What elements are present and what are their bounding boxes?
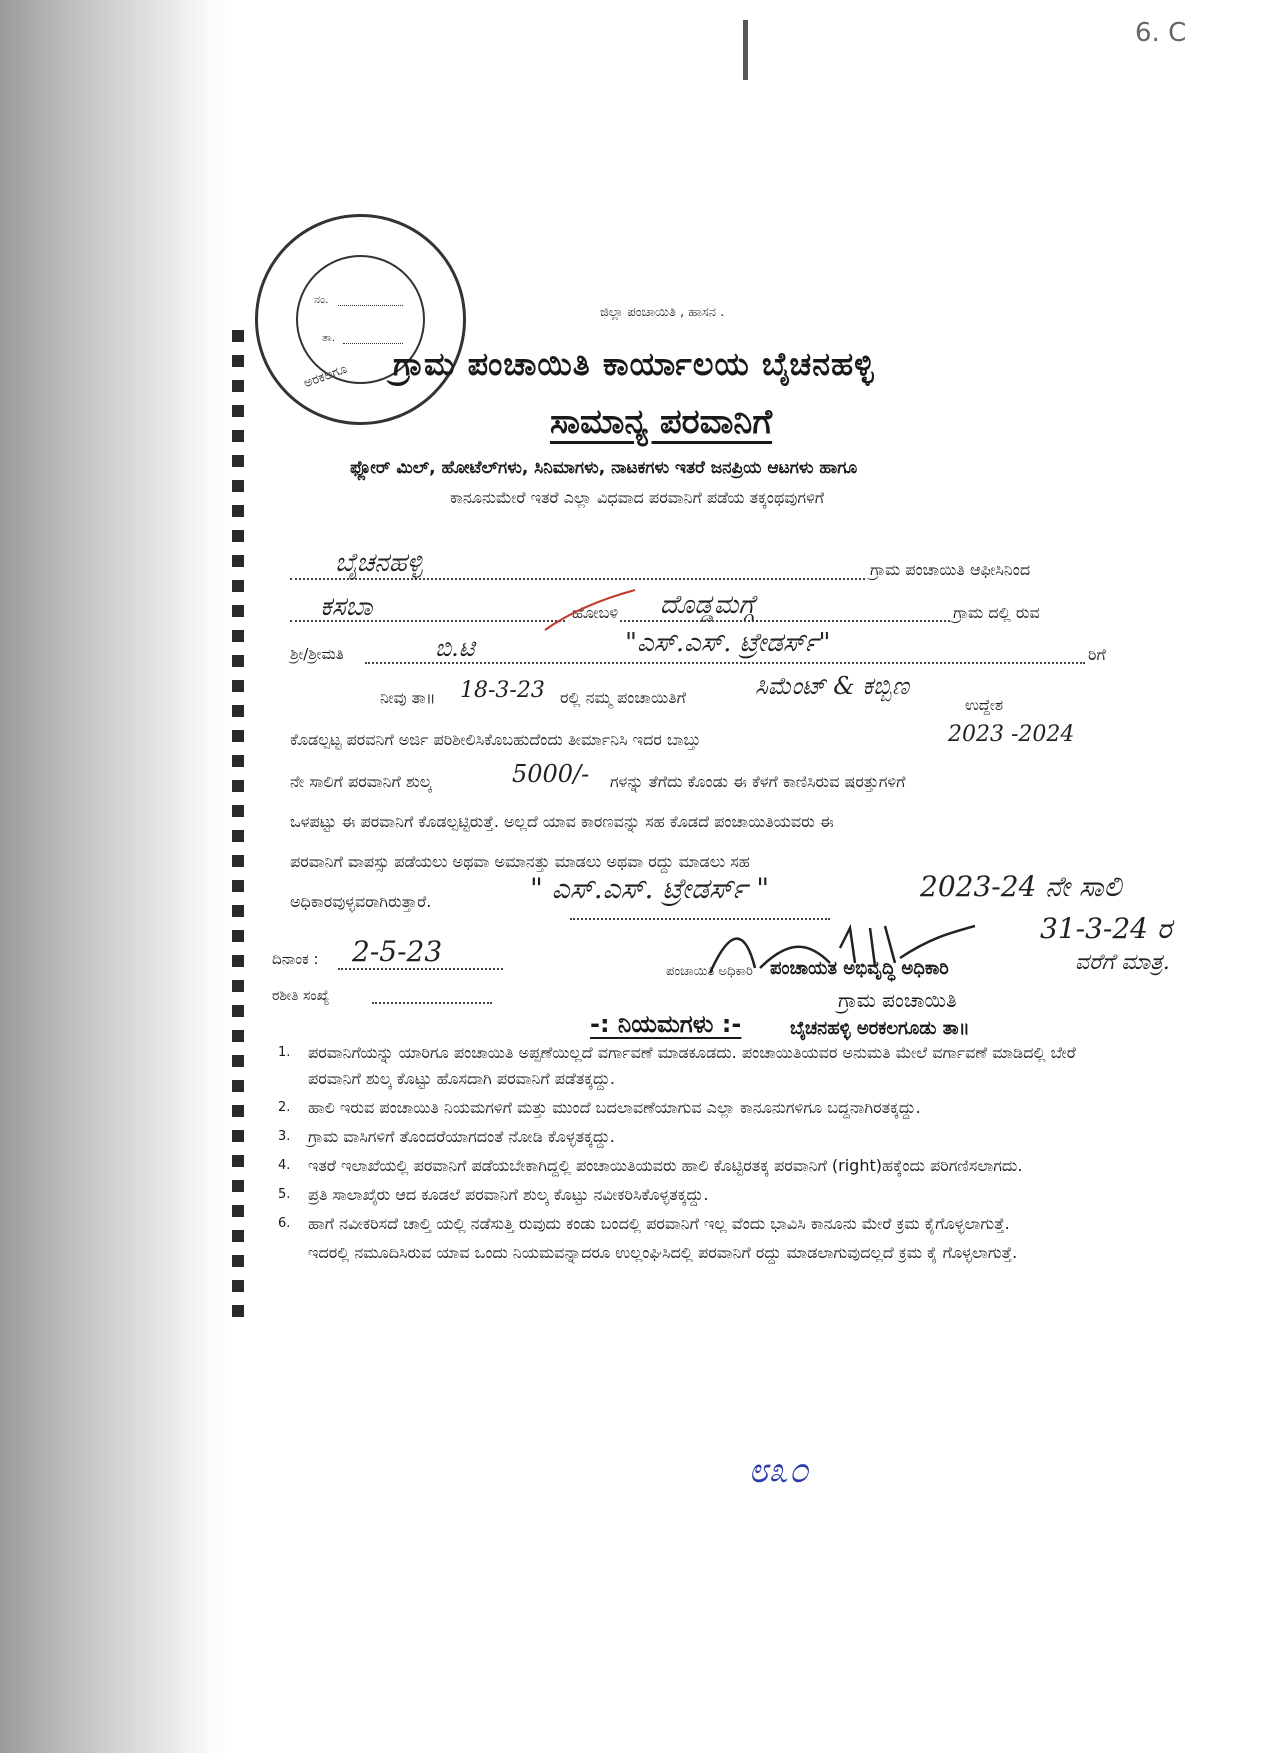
district-label: ಜಿಲ್ಲಾ ಪಂಚಾಯಿತಿ , ಹಾಸನ . xyxy=(600,305,725,320)
binding-hole xyxy=(232,930,244,942)
binding-hole xyxy=(232,830,244,842)
rule-text: ಇದರಲ್ಲಿ ನಮೂದಿಸಿರುವ ಯಾವ ಒಂದು ನಿಯಮವನ್ನಾದರೂ ಉಲ್ಲಂಘಿಸಿದಲ್ಲಿ ಪರವಾನಿಗೆ ರದ್ದು ಮಾಡಲಾಗುವುದಲ್ಲದೆ ಕ್ರಮ ಕೈ ಗೊಳ್ಳಲಾಗುತ್ತೆ. xyxy=(308,1243,1018,1262)
page-number-hand: ೮೩೦ xyxy=(748,1450,809,1491)
officer-role-printed: ಪಂಚಾಯಿತಿ ಅಧಿಕಾರಿ xyxy=(666,964,753,979)
line3-name-hand-a: ಬಿ.ಟಿ xyxy=(435,634,475,662)
binding-hole xyxy=(232,380,244,392)
binding-hole xyxy=(232,605,244,617)
line5-printed: ಕೊಡಲ್ಪಟ್ಟ ಪರವನಿಗೆ ಅರ್ಜಿ ಪರಿಶೀಲಿಸಿಕೊಬಹುದೆಂದು ತೀರ್ಮಾನಿಸಿ ಇದರ ಬಾಬ್ತು xyxy=(290,730,701,749)
binding-hole xyxy=(232,705,244,717)
line5-year-hand: 2023 -2024 xyxy=(948,722,1075,747)
binding-hole xyxy=(232,530,244,542)
binding-holes xyxy=(232,330,246,1370)
line2-village-hand: ದೊಡ್ಡಮಗ್ಗೆ xyxy=(660,590,756,620)
line2-printed-a: ಹೋಬಳಿ xyxy=(572,603,619,622)
line4-printed-b: ರಲ್ಲಿ ನಮ್ಮ ಪಂಚಾಯಿತಿಗೆ xyxy=(560,688,686,707)
line6-printed-b: ಗಳನ್ನು ತೆಗೆದು ಕೊಂಡು ಈ ಕೆಳಗೆ ಕಾಣಿಸಿರುವ ಷರತ್ತುಗಳಿಗೆ xyxy=(610,772,906,791)
rule-text: ಪರವಾನಿಗೆಯನ್ನು ಯಾರಿಗೂ ಪಂಚಾಯಿತಿ ಅಪ್ಪಣೆಯಿಲ್ಲದೆ ವರ್ಗಾವಣೆ ಮಾಡಕೂಡದು. ಪಂಚಾಯಿತಿಯವರ ಅನುಮತಿ ಮೇಲೆ ವರ್ಗಾವಣೆ ಮಾಡಿದಲ್ಲಿ ಬೇರೆ ಪರವಾನಿಗೆ ಶುಲ್ಕ ಕೊಟ್ಟು ಹೊಸದಾಗಿ ಪರವಾನಿಗೆ ಪಡೆತಕ್ಕದ್ದು. xyxy=(308,1043,1076,1088)
rule-text: ಪ್ರತಿ ಸಾಲಾಖೈರು ಆದ ಕೂಡಲೆ ಪರವಾನಿಗೆ ಶುಲ್ಕ ಕೊಟ್ಟು ನವೀಕರಿಸಿಕೊಳ್ಳತಕ್ಕದ್ದು. xyxy=(308,1185,709,1204)
rule-number: 4. xyxy=(278,1158,291,1173)
line1-village-hand: ಬೈಚನಹಳ್ಳಿ xyxy=(335,548,423,578)
binding-hole xyxy=(232,580,244,592)
binding-hole xyxy=(232,805,244,817)
date-value-hand: 2-5-23 xyxy=(352,935,443,968)
seal-location: ಬೈಚನಹಳ್ಳಿ ಅರಕಲಗೂಡು ತಾ॥ xyxy=(790,1018,970,1039)
binding-hole xyxy=(232,1030,244,1042)
seal-date-dots xyxy=(343,343,403,344)
line1-printed: ಗ್ರಾಮ ಪಂಚಾಯಿತಿ ಆಫೀಸಿನಿಂದ xyxy=(870,560,1031,579)
rule-text: ಹಾಲಿ ಇರುವ ಪಂಚಾಯಿತಿ ನಿಯಮಗಳಿಗೆ ಮತ್ತು ಮುಂದೆ ಬದಲಾವಣೆಯಾಗುವ ಎಲ್ಲಾ ಕಾನೂನುಗಳಿಗೂ ಬದ್ದನಾಗಿರತಕ್ಕದ್ದು. xyxy=(308,1098,921,1117)
line4-date-hand: 18-3-23 xyxy=(460,678,545,703)
office-seal-stamp xyxy=(255,214,466,425)
binding-hole xyxy=(232,1230,244,1242)
binding-hole xyxy=(232,1305,244,1317)
line3-name-hand-b: "ಎಸ್.ಎಸ್. ಟ್ರೇಡರ್ಸ್" xyxy=(625,628,831,658)
line4-purpose-hand: ಸಿಮೆಂಟ್ & ಕಬ್ಬಿಣ xyxy=(755,672,909,700)
rule-item xyxy=(278,1211,1098,1237)
binding-hole xyxy=(232,780,244,792)
rule-item xyxy=(278,1240,1098,1266)
binding-hole xyxy=(232,855,244,867)
subtitle-line-1: ಫ್ಲೋರ್ ಮಿಲ್, ಹೋಟೆಲ್‌ಗಳು, ಸಿನಿಮಾಗಳು, ನಾಟಕಗಳು ಇತರೆ ಜನಪ್ರಿಯ ಆಟಗಳು ಹಾಗೂ xyxy=(350,458,858,478)
binding-hole xyxy=(232,1080,244,1092)
rule-text: ಗ್ರಾಮ ವಾಸಿಗಳಿಗೆ ತೊಂದರೆಯಾಗದಂತೆ ನೋಡಿ ಕೊಳ್ಳತಕ್ಕದ್ದು. xyxy=(308,1127,615,1146)
rule-number: 5. xyxy=(278,1187,291,1202)
rule-item xyxy=(278,1182,1098,1208)
office-heading: ಗ್ರಾಮ ಪಂಚಾಯಿತಿ ಕಾರ್ಯಾಲಯ ಬೈಚನಹಳ್ಳಿ xyxy=(393,345,875,383)
validity-hand-a: 31-3-24 ರ xyxy=(1040,912,1172,945)
binding-hole xyxy=(232,1155,244,1167)
binding-hole xyxy=(232,730,244,742)
seal-number-label: ನಂ. xyxy=(314,293,329,306)
binding-hole xyxy=(232,505,244,517)
rule-number: 6. xyxy=(278,1216,291,1231)
receipt-label: ರಶೀತಿ ಸಂಖ್ಯೆ xyxy=(272,988,330,1004)
line2-hobli-hand: ಕಸಬಾ xyxy=(320,592,373,622)
rule-number: 1. xyxy=(278,1045,291,1060)
binding-hole xyxy=(232,480,244,492)
binding-hole xyxy=(232,880,244,892)
binding-hole xyxy=(232,1005,244,1017)
line4-printed-c: ಉದ್ದೇಶ xyxy=(965,696,1004,714)
binding-hole xyxy=(232,355,244,367)
binding-hole xyxy=(232,455,244,467)
rules-heading: -: ನಿಯಮಗಳು :- xyxy=(590,1010,742,1038)
binding-hole xyxy=(232,630,244,642)
rules-list xyxy=(278,1040,1098,1269)
line9-year-hand: 2023-24 ನೇ ಸಾಲಿ xyxy=(920,870,1122,903)
scan-shadow-fade xyxy=(175,0,235,1753)
receipt-blank xyxy=(372,1002,492,1004)
binding-hole xyxy=(232,330,244,342)
date-label: ದಿನಾಂಕ : xyxy=(272,950,319,968)
line9-name-hand: " ಎಸ್.ಎಸ್. ಟ್ರೇಡರ್ಸ್ " xyxy=(530,872,770,905)
seal-date-label: ತಾ. xyxy=(322,331,336,344)
binding-hole xyxy=(232,430,244,442)
binding-hole xyxy=(232,980,244,992)
line6-fee-hand: 5000/- xyxy=(512,760,590,788)
line3-blank xyxy=(365,662,1085,664)
line8: ಪರವಾನಿಗೆ ವಾಪಸ್ಸು ಪಡೆಯಲು ಅಥವಾ ಅಮಾನತ್ತು ಮಾಡಲು ಅಥವಾ ರದ್ದು ಮಾಡಲು ಸಹ xyxy=(290,852,750,871)
line3-printed-b: ರಿಗೆ xyxy=(1088,645,1106,664)
line7: ಒಳಪಟ್ಟು ಈ ಪರವಾನಿಗೆ ಕೊಡಲ್ಪಟ್ಟಿರುತ್ತೆ. ಅಲ್ಲದೆ ಯಾವ ಕಾರಣವನ್ನು ಸಹ ಕೊಡದೆ ಪಂಚಾಯಿತಿಯವರು ಈ xyxy=(290,812,834,831)
document-title: ಸಾಮಾನ್ಯ ಪರವಾನಿಗೆ xyxy=(550,402,773,442)
rule-number: 3. xyxy=(278,1129,291,1144)
binding-hole xyxy=(232,1180,244,1192)
binding-hole xyxy=(232,405,244,417)
validity-hand-b: ವರೆಗೆ ಮಾತ್ರ. xyxy=(1075,950,1170,975)
seal-panchayat: ಗ್ರಾಮ ಪಂಚಾಯಿತಿ xyxy=(838,988,957,1012)
binding-hole xyxy=(232,905,244,917)
rule-item xyxy=(278,1095,1098,1121)
seal-number-dots xyxy=(338,305,403,306)
seal-officer-title: ಪಂಚಾಯತ ಅಭಿವೃದ್ಧಿ ಅಧಿಕಾರಿ xyxy=(770,958,949,979)
line4-printed-a: ನೀವು ತಾ॥ xyxy=(380,688,436,707)
binding-hole xyxy=(232,1280,244,1292)
binding-hole xyxy=(232,755,244,767)
binding-hole xyxy=(232,1130,244,1142)
seal-ring-text: ಅರಕಲಗೂ xyxy=(301,361,350,392)
binding-hole xyxy=(232,1255,244,1267)
rule-item xyxy=(278,1153,1098,1179)
rule-item xyxy=(278,1040,1098,1092)
subtitle-line-2: ಕಾನೂನುಮೇರೆ ಇತರೆ ಎಲ್ಲಾ ವಿಧವಾದ ಪರವಾನಿಗೆ ಪಡೆಯ ತಕ್ಕಂಥವುಗಳಿಗೆ xyxy=(450,488,824,507)
line9-printed: ಅಧಿಕಾರವುಳ್ಳವರಾಗಿರುತ್ತಾರೆ. xyxy=(290,892,432,911)
binding-hole xyxy=(232,555,244,567)
binding-hole xyxy=(232,1105,244,1117)
scan-mark xyxy=(743,20,748,80)
rule-number: 2. xyxy=(278,1100,291,1115)
corner-fragment: 6. C xyxy=(1135,18,1187,48)
binding-hole xyxy=(232,655,244,667)
rule-text: ಹಾಗೆ ನವೀಕರಿಸದೆ ಚಾಲ್ತಿ ಯಲ್ಲಿ ನಡೆಸುತ್ತಿ ರುವುದು ಕಂಡು ಬಂದಲ್ಲಿ ಪರವಾನಿಗೆ ಇಲ್ಲ ವೆಂದು ಭಾವಿಸಿ ಕಾನೂನು ಮೇರೆ ಕ್ರಮ ಕೈಗೊಳ್ಳಲಾಗುತ್ತೆ. xyxy=(308,1214,1010,1233)
rule-text: ಇತರೆ ಇಲಾಖೆಯಲ್ಲಿ ಪರವಾನಿಗೆ ಪಡೆಯಬೇಕಾಗಿದ್ದಲ್ಲಿ ಪಂಚಾಯಿತಿಯವರು ಹಾಲಿ ಕೊಟ್ಟಿರತಕ್ಕ ಪರವಾನಿಗೆ (right)ಹಕ್ಕೆಂದು ಪರಿಗಣಿಸಲಾಗದು. xyxy=(308,1156,1023,1175)
line3-printed-a: ಶ್ರೀ/ಶ್ರೀಮತಿ xyxy=(290,645,344,663)
binding-hole xyxy=(232,1205,244,1217)
binding-hole xyxy=(232,955,244,967)
line2-printed-b: ಗ್ರಾಮ ದಲ್ಲಿ ರುವ xyxy=(953,603,1040,622)
binding-hole xyxy=(232,1055,244,1067)
rule-number xyxy=(278,1240,308,1266)
date-blank xyxy=(338,968,503,970)
rule-item xyxy=(278,1124,1098,1150)
binding-hole xyxy=(232,680,244,692)
line6-printed-a: ನೇ ಸಾಲಿಗೆ ಪರವಾನಿಗೆ ಶುಲ್ಕ xyxy=(290,772,432,791)
